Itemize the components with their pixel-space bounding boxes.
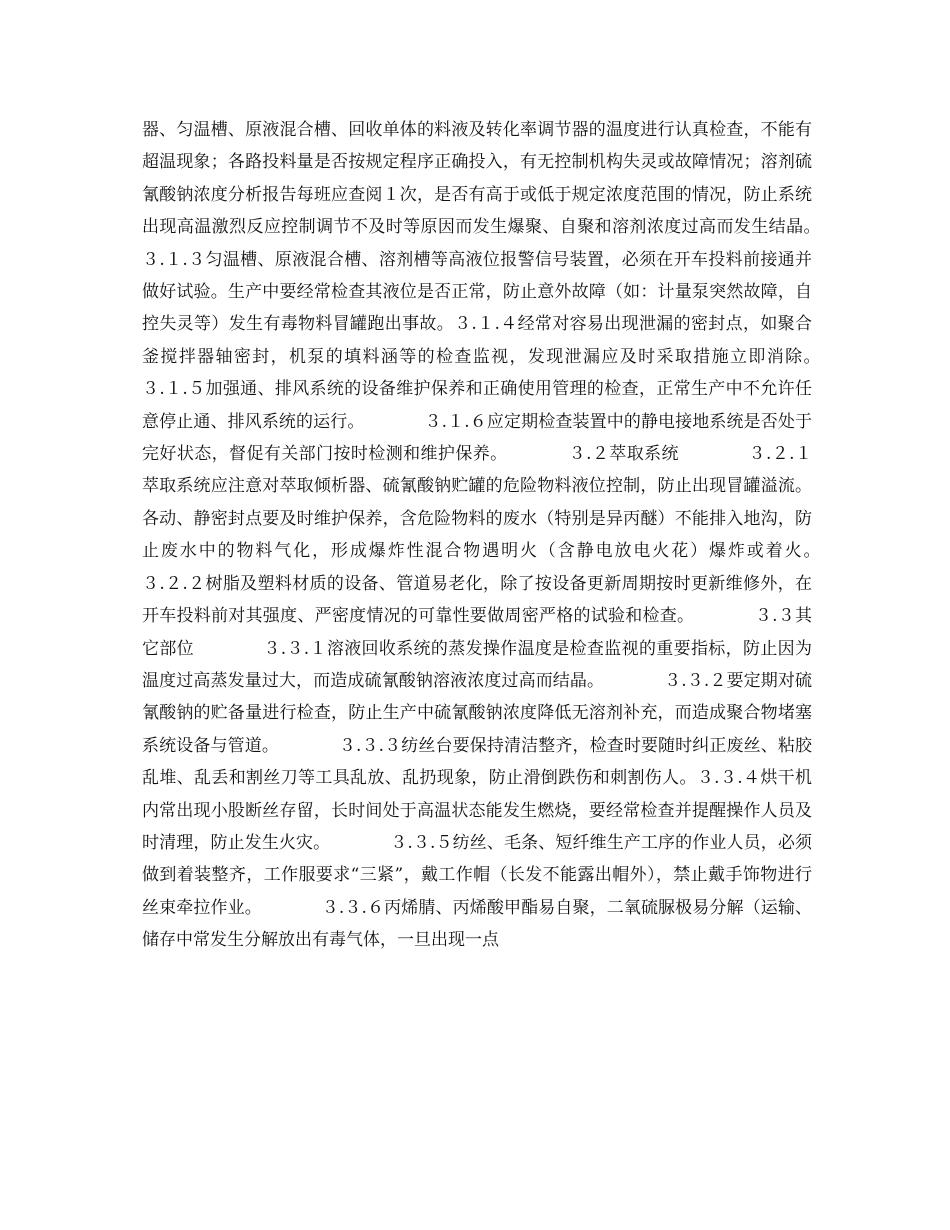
document-body-text: 器、匀温槽、原液混合槽、回收单体的料液及转化率调节器的温度进行认真检查，不能有超温现象；各路投料量是否按规定程序正确投入，有无控制机构失灵或故障情况；溶剂硫氰酸钠浓度分析报告每班应查阅１次，是否有高于或低于规定浓度范围的情况，防止系统出现高温激烈反应控制调节不及时等原因而发生爆聚、自聚和溶剂浓度过高而发生结晶。 ３.１.３匀温槽、原液混合槽、溶剂槽等高液位报警信号装置，必须在开车投料前接通并做好试验。生产中要经常检查其液位是否正常，防止意外故障（如：计量泵突然故障，自控失灵等）发生有毒物料冒罐跑出事故。３.１.４经常对容易出现泄漏的密封点，如聚合釜搅拌器轴密封，机泵的填料涵等的检查监视，发现泄漏应及时采取措施立即消除。 ３.１.５加强通、排风系统的设备维护保养和正确使用管理的检查，正常生产中不允许任意停止通、排风系统的运行。 ３.１.６应定期检查装置中的静电接地系统是否处于完好状态，督促有关部门按时检测和维护保养。 ３.２萃取系统 ３.２.１萃取系统应注意对萃取倾析器、硫氰酸钠贮罐的危险物料液位控制，防止出现冒罐溢流。各动、静密封点要及时维护保养，含危险物料的废水（特别是异丙醚）不能排入地沟，防止废水中的物料气化，形成爆炸性混合物遇明火（含静电放电火花）爆炸或着火。 ３.２.２树脂及塑料材质的设备、管道易老化，除了按设备更新周期按时更新维修外，在开车投料前对其强度、严密度情况的可靠性要做周密严格的试验和检查。 ３.３其它部位 ３.３.１溶液回收系统的蒸发操作温度是检查监视的重要指标，防止因为温度过高蒸发量过大，而造成硫氰酸钠溶液浓度过高而结晶。 ３.３.２要定期对硫氰酸钠的贮备量进行检查，防止生产中硫氰酸钠浓度降低无溶剂补充，而造成聚合物堵塞系统设备与管道。 ３.３.３纺丝台要保持清洁整齐，检查时要随时纠正废丝、粘胶乱堆、乱丢和割丝刀等工具乱放、乱扔现象，防止滑倒跌伤和刺割伤人。３.３.４烘干机内常出现小股断丝存留，长时间处于高温状态能发生燃烧，要经常检查并提醒操作人员及时清理，防止发生火灾。 ３.３.５纺丝、毛条、短纤维生产工序的作业人员，必须做到着装整齐，工作服要求“三紧”，戴工作帽（长发不能露出帽外），禁止戴手饰物进行丝束牵拉作业。 ３.３.６丙烯腈、丙烯酸甲酯易自聚，二氧硫脲极易分解（运输、储存中常发生分解放出有毒气体，一旦出现一点 [142,120,880,951]
